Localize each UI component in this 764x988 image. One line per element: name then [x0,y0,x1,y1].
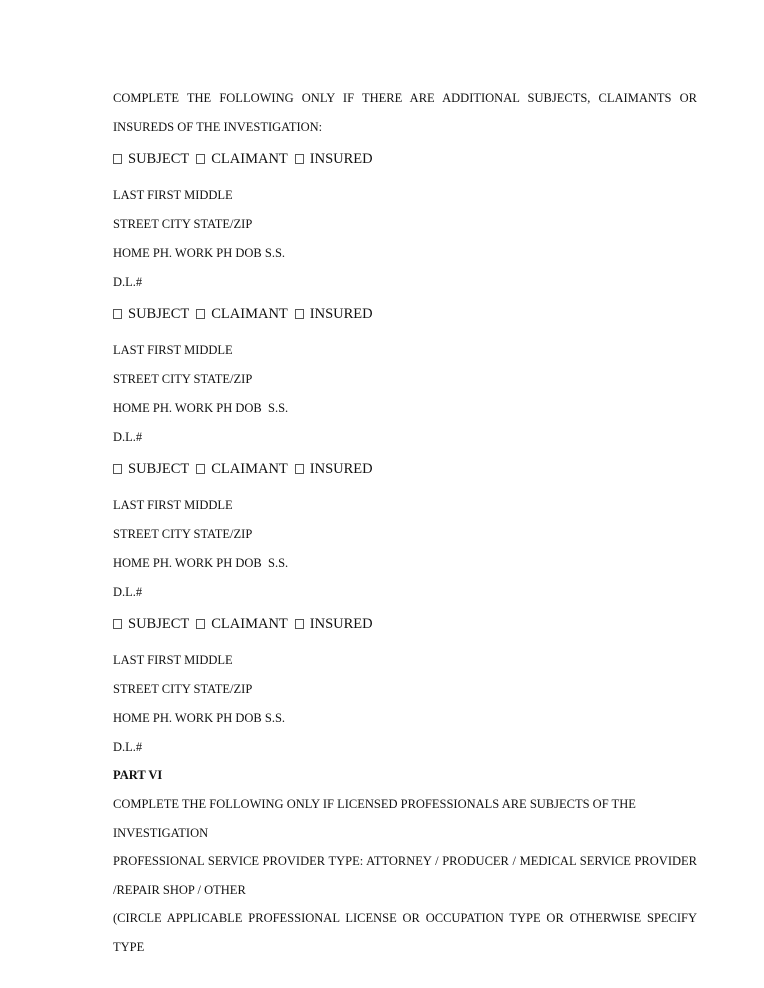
insured-option[interactable]: INSURED [295,305,373,323]
dl-line: D.L.# [113,275,143,289]
insured-option[interactable]: INSURED [295,615,373,633]
name-line: LAST FIRST MIDDLE [113,498,233,512]
part-vi-line-4: /REPAIR SHOP / OTHER [113,883,246,897]
insured-option[interactable]: INSURED [295,460,373,478]
checkbox-icon[interactable] [113,309,122,319]
dl-line: D.L.# [113,430,143,444]
dl-line: D.L.# [113,585,143,599]
name-line: LAST FIRST MIDDLE [113,653,233,667]
claimant-option[interactable]: CLAIMANT [196,305,288,323]
phone-line: HOME PH. WORK PH DOB S.S. [113,556,289,570]
part-vi-line-1: COMPLETE THE FOLLOWING ONLY IF LICENSED PROFESSIONALS ARE SUBJECTS OF THE [113,797,636,811]
subject-option[interactable]: SUBJECT [113,305,189,323]
checkbox-icon[interactable] [196,464,205,474]
address-line: STREET CITY STATE/ZIP [113,682,253,696]
intro-line-1: COMPLETE THE FOLLOWING ONLY IF THERE ARE ADDITIONAL SUBJECTS, CLAIMANTS OR [113,91,697,105]
address-line: STREET CITY STATE/ZIP [113,527,253,541]
checkbox-icon[interactable] [295,619,304,629]
address-line: STREET CITY STATE/ZIP [113,217,253,231]
role-checkboxes-4 [113,615,380,633]
dl-line: D.L.# [113,740,143,754]
claimant-option[interactable]: CLAIMANT [196,150,288,168]
intro-line-2: INSUREDS OF THE INVESTIGATION: [113,120,323,134]
insured-option[interactable]: INSURED [295,150,373,168]
part-vi-line-3: PROFESSIONAL SERVICE PROVIDER TYPE: ATTORNEY / PRODUCER / MEDICAL SERVICE PROVIDER [113,854,697,868]
checkbox-icon[interactable] [196,154,205,164]
phone-line: HOME PH. WORK PH DOB S.S. [113,401,289,415]
subject-option[interactable]: SUBJECT [113,460,189,478]
phone-line: HOME PH. WORK PH DOB S.S. [113,246,286,260]
checkbox-icon[interactable] [295,309,304,319]
address-line: STREET CITY STATE/ZIP [113,372,253,386]
checkbox-icon[interactable] [113,619,122,629]
part-vi-line-2: INVESTIGATION [113,826,209,840]
phone-line: HOME PH. WORK PH DOB S.S. [113,711,286,725]
checkbox-icon[interactable] [295,154,304,164]
part-vi-heading: PART VI [113,768,163,782]
subject-option[interactable]: SUBJECT [113,615,189,633]
claimant-option[interactable]: CLAIMANT [196,615,288,633]
claimant-option[interactable]: CLAIMANT [196,460,288,478]
checkbox-icon[interactable] [196,619,205,629]
checkbox-icon[interactable] [113,464,122,474]
checkbox-icon[interactable] [113,154,122,164]
name-line: LAST FIRST MIDDLE [113,188,233,202]
role-checkboxes-1 [113,150,380,168]
subject-option[interactable]: SUBJECT [113,150,189,168]
part-vi-line-6: TYPE [113,940,145,954]
role-checkboxes-3 [113,460,380,478]
checkbox-icon[interactable] [295,464,304,474]
part-vi-line-5: (CIRCLE APPLICABLE PROFESSIONAL LICENSE OR OCCUPATION TYPE OR OTHERWISE SPECIFY [113,911,697,925]
name-line: LAST FIRST MIDDLE [113,343,233,357]
checkbox-icon[interactable] [196,309,205,319]
role-checkboxes-2 [113,305,380,323]
